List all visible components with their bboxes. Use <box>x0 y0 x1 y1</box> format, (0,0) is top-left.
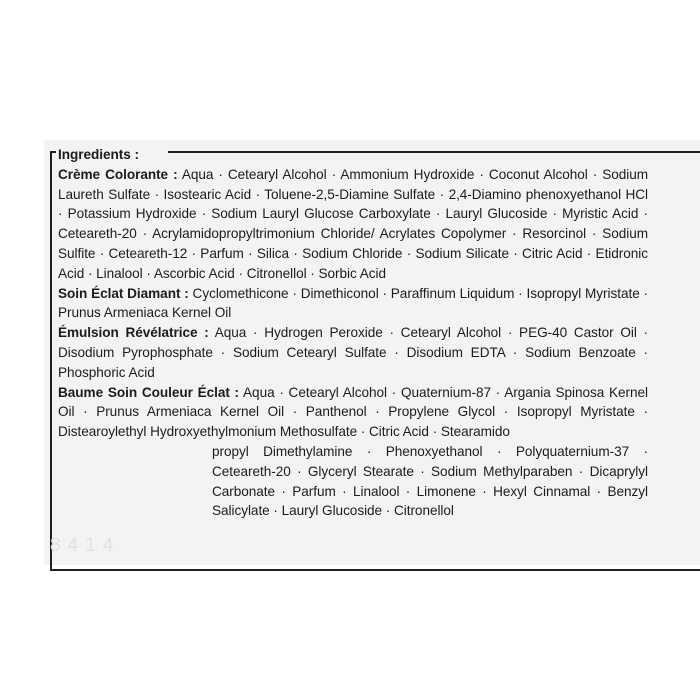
section-baume-soin-continuation <box>58 442 648 521</box>
section-emulsion-revelatrice <box>58 323 648 382</box>
section-text: Cyclomethicone · Dimethiconol · Paraffinum Liquidum · Isopropyl Myristate · Prunus Armeniaca Kernel Oil <box>58 285 649 321</box>
embossed-code: 8414 <box>50 535 121 556</box>
section-soin-eclat-diamant <box>58 284 648 324</box>
section-creme-colorante <box>58 165 648 284</box>
section-baume-soin <box>58 383 648 442</box>
section-title: Soin Éclat Diamant : <box>58 285 189 301</box>
section-text: Aqua · Cetearyl Alcohol · Quaternium-87 · Argania Spinosa Kernel Oil · Prunus Armeniaca Kernel Oil · Panthenol · Propylene Glycol · Isopropyl Myristate · Distearoylethyl Hydroxyethylmonium Methosulfate · Citric Acid · Stearamido <box>58 384 648 440</box>
ingredients-heading: Ingredients : <box>58 147 139 162</box>
ingredients-text <box>58 145 648 521</box>
section-text-continuation: propyl Dimethylamine · Phenoxyethanol · Polyquaternium-37 · Ceteareth-20 · Glyceryl Stearate · Sodium Methylparaben · Dicaprylyl Carbonate · Parfum · Linalool · Limonene · Hexyl Cinnamal · Benzyl Salicylate · Lauryl Glucoside · Citronellol <box>212 443 648 519</box>
section-title: Baume Soin Couleur Éclat : <box>58 384 240 400</box>
section-title: Crème Colorante : <box>58 166 178 182</box>
section-text: Aqua · Cetearyl Alcohol · Ammonium Hydroxide · Coconut Alcohol · Sodium Laureth Sulfate · Isostearic Acid · Toluene-2,5-Diamine Sulfate · 2,4-Diamino phenoxyethanol HCl · Potassium Hydroxide · Sodium Lauryl Glucose Carboxylate · Lauryl Glucoside · Myristic Acid · Ceteareth-20 · Acrylamidopropyltrimonium Chloride/ Acrylates Copolymer · Resorcinol · Sodium Sulfite · Ceteareth-12 · Parfum · Silica · Sodium Chloride · Sodium Silicate · Citric Acid · Etidronic Acid · Linalool · Ascorbic Acid · Citronellol · Sorbic Acid <box>58 166 648 281</box>
section-text: Aqua · Hydrogen Peroxide · Cetearyl Alcohol · PEG-40 Castor Oil · Disodium Pyrophosphate · Sodium Cetearyl Sulfate · Disodium EDTA · Sodium Benzoate · Phosphoric Acid <box>58 325 648 380</box>
section-title: Émulsion Révélatrice : <box>58 325 209 341</box>
